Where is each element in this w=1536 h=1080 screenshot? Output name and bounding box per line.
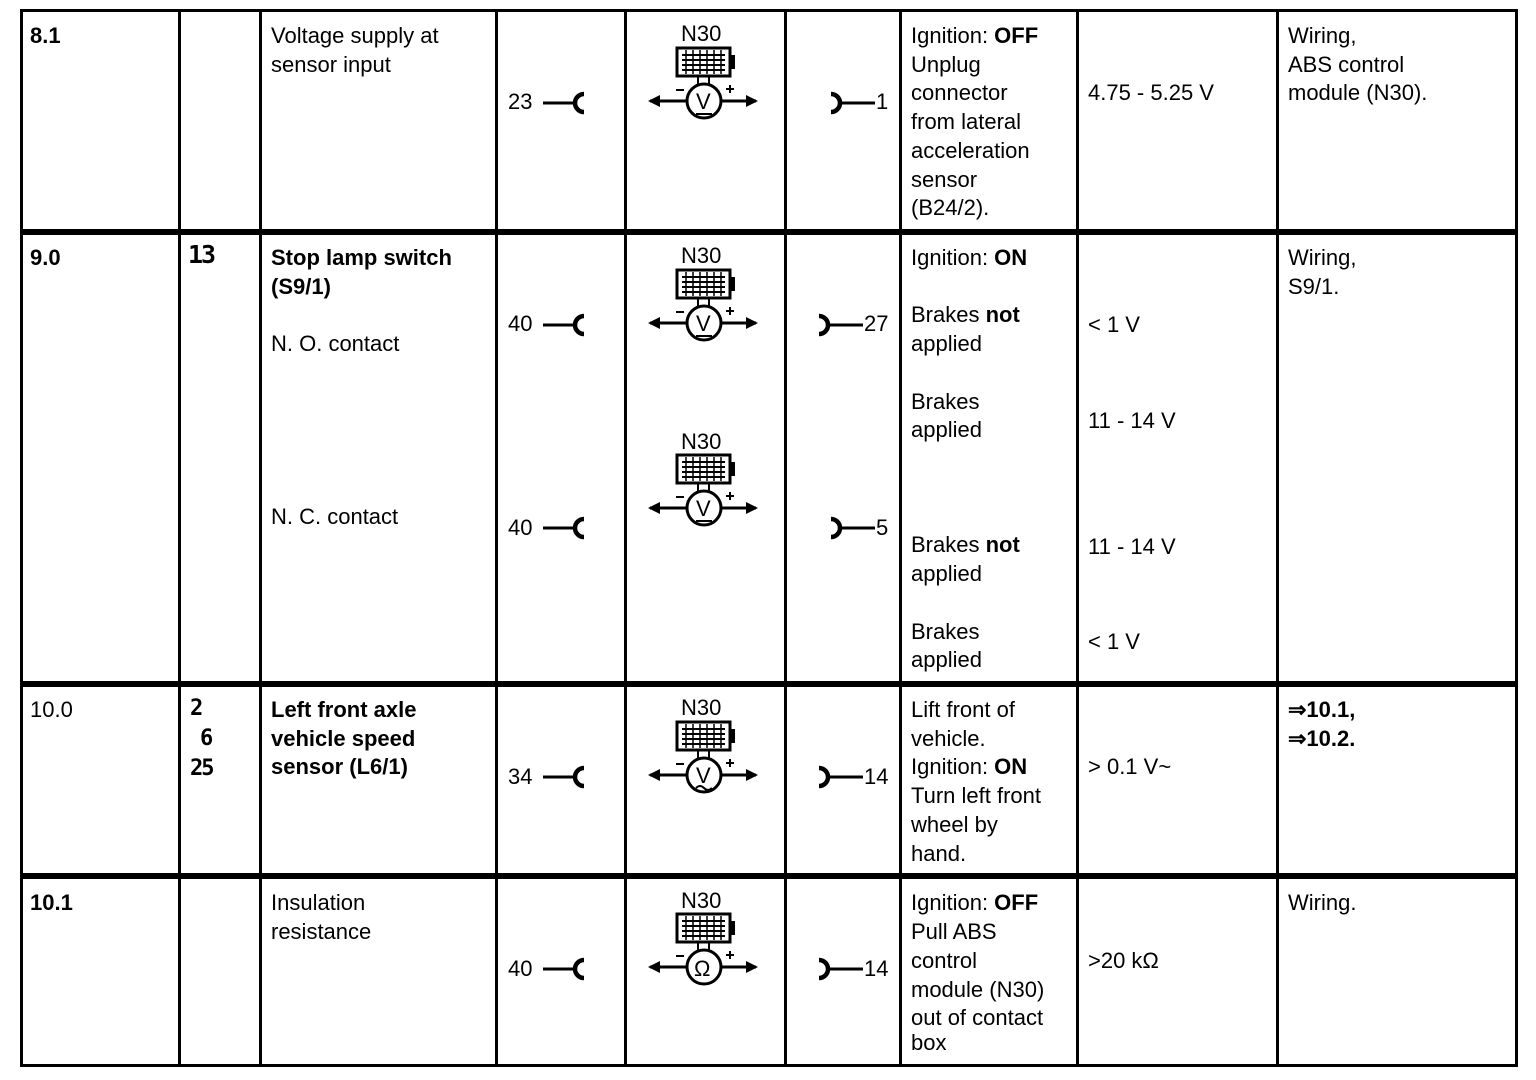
column-divider	[899, 9, 902, 1067]
module-label: N30	[681, 429, 722, 454]
pin-right: 14	[864, 956, 889, 981]
condition-line: box	[911, 1030, 947, 1055]
socket-right-icon	[815, 957, 865, 981]
column-divider	[259, 9, 262, 1067]
column-divider	[1276, 9, 1279, 1067]
condition-line: applied	[911, 561, 982, 586]
fault-code-display	[190, 694, 213, 784]
meter-symbol: V	[696, 496, 711, 521]
remedy-line: Wiring.	[1288, 890, 1357, 915]
remedy-line: ⇒10.2.	[1288, 726, 1356, 751]
test-description: Voltage supply at	[271, 23, 439, 48]
spec-value: 4.75 - 5.25 V	[1088, 80, 1214, 105]
remedy-line: ⇒10.1,	[1288, 697, 1356, 722]
socket-left-icon	[541, 957, 589, 981]
condition-line: applied	[911, 647, 982, 672]
column-divider	[784, 9, 787, 1067]
test-description: Insulation	[271, 890, 366, 915]
row-divider	[21, 873, 1518, 879]
socket-left-icon	[541, 516, 589, 540]
condition-line: out of contact	[911, 1005, 1044, 1030]
step-number: 10.1	[30, 890, 73, 915]
condition-line: Pull ABS	[911, 919, 997, 944]
fault-code-digit: 2	[190, 696, 202, 721]
condition-line: Ignition: OFF	[911, 23, 1039, 48]
condition-line: wheel by	[911, 812, 998, 837]
condition-line: applied	[911, 331, 982, 356]
pin-right: 27	[864, 311, 889, 336]
meter-symbol: Ω	[694, 956, 711, 981]
pin-left: 40	[508, 311, 533, 336]
test-title: (S9/1)	[271, 274, 331, 299]
socket-right-icon	[827, 516, 877, 540]
condition-line: Turn left front	[911, 783, 1042, 808]
step-number: 9.0	[30, 245, 61, 270]
table-bottom-border	[21, 1064, 1518, 1067]
condition-line: Ignition: ON	[911, 754, 1028, 779]
condition-line: Unplug	[911, 52, 981, 77]
column-divider	[178, 9, 181, 1067]
condition-line: Brakes	[911, 619, 980, 644]
condition-line: Ignition: ON	[911, 245, 1028, 270]
test-description: sensor input	[271, 52, 391, 77]
pin-left: 40	[508, 515, 533, 540]
fault-code-digit: 25	[190, 756, 213, 781]
column-divider	[495, 9, 498, 1067]
condition-line: module (N30)	[911, 977, 1045, 1002]
pin-left: 40	[508, 956, 533, 981]
column-divider	[20, 9, 23, 1067]
condition-line: Brakes not	[911, 302, 1020, 327]
condition-line: applied	[911, 417, 982, 442]
test-description: resistance	[271, 919, 372, 944]
module-label: N30	[681, 888, 722, 913]
module-label: N30	[681, 243, 722, 268]
test-title: Stop lamp switch	[271, 245, 452, 270]
module-label: N30	[681, 21, 722, 46]
row-divider	[21, 681, 1518, 687]
column-divider	[1076, 9, 1079, 1067]
spec-value: >20 kΩ	[1088, 948, 1159, 973]
condition-line: acceleration	[911, 138, 1030, 163]
remedy-line: S9/1.	[1288, 274, 1340, 299]
condition-line: connector	[911, 80, 1008, 105]
condition-line: from lateral	[911, 109, 1022, 134]
column-divider	[624, 9, 627, 1067]
step-number: 8.1	[30, 23, 61, 48]
socket-left-icon	[541, 91, 589, 115]
spec-value: > 0.1 V~	[1088, 754, 1172, 779]
remedy-line: Wiring,	[1288, 23, 1357, 48]
module-label: N30	[681, 695, 722, 720]
fault-code-digit: 6	[200, 726, 212, 751]
condition-line: Brakes	[911, 389, 980, 414]
meter-symbol: V	[696, 763, 711, 788]
socket-left-icon	[541, 765, 589, 789]
remedy-line: module (N30).	[1288, 80, 1428, 105]
table-top-border	[21, 9, 1518, 12]
test-title: vehicle speed	[271, 726, 416, 751]
spec-value: 11 - 14 V	[1088, 408, 1176, 433]
step-number: 10.0	[30, 697, 73, 722]
condition-line: Ignition: OFF	[911, 890, 1039, 915]
condition-line: sensor	[911, 167, 978, 192]
column-divider	[1515, 9, 1518, 1067]
condition-line: control	[911, 948, 978, 973]
test-title: sensor (L6/1)	[271, 754, 408, 779]
socket-right-icon	[827, 91, 877, 115]
socket-right-icon	[815, 765, 865, 789]
socket-right-icon	[815, 313, 865, 337]
pin-left: 23	[508, 89, 533, 114]
spec-value: < 1 V	[1088, 629, 1140, 654]
test-title: Left front axle	[271, 697, 417, 722]
remedy-line: Wiring,	[1288, 245, 1357, 270]
fault-code-display: 13	[188, 240, 215, 269]
condition-line: vehicle.	[911, 726, 986, 751]
pin-right: 1	[876, 89, 889, 114]
remedy-line: ABS control	[1288, 52, 1405, 77]
contact-label: N. O. contact	[271, 331, 400, 356]
spec-value: < 1 V	[1088, 312, 1140, 337]
condition-line: Lift front of	[911, 697, 1015, 722]
pin-right: 14	[864, 764, 889, 789]
pin-left: 34	[508, 764, 533, 789]
row-divider	[21, 229, 1518, 235]
spec-value: 11 - 14 V	[1088, 534, 1176, 559]
condition-line: hand.	[911, 841, 967, 866]
condition-line: (B24/2).	[911, 195, 990, 220]
meter-symbol: V	[696, 311, 711, 336]
contact-label: N. C. contact	[271, 504, 399, 529]
socket-left-icon	[541, 313, 589, 337]
pin-right: 5	[876, 515, 889, 540]
meter-symbol: V	[696, 89, 711, 114]
condition-line: Brakes not	[911, 532, 1020, 557]
